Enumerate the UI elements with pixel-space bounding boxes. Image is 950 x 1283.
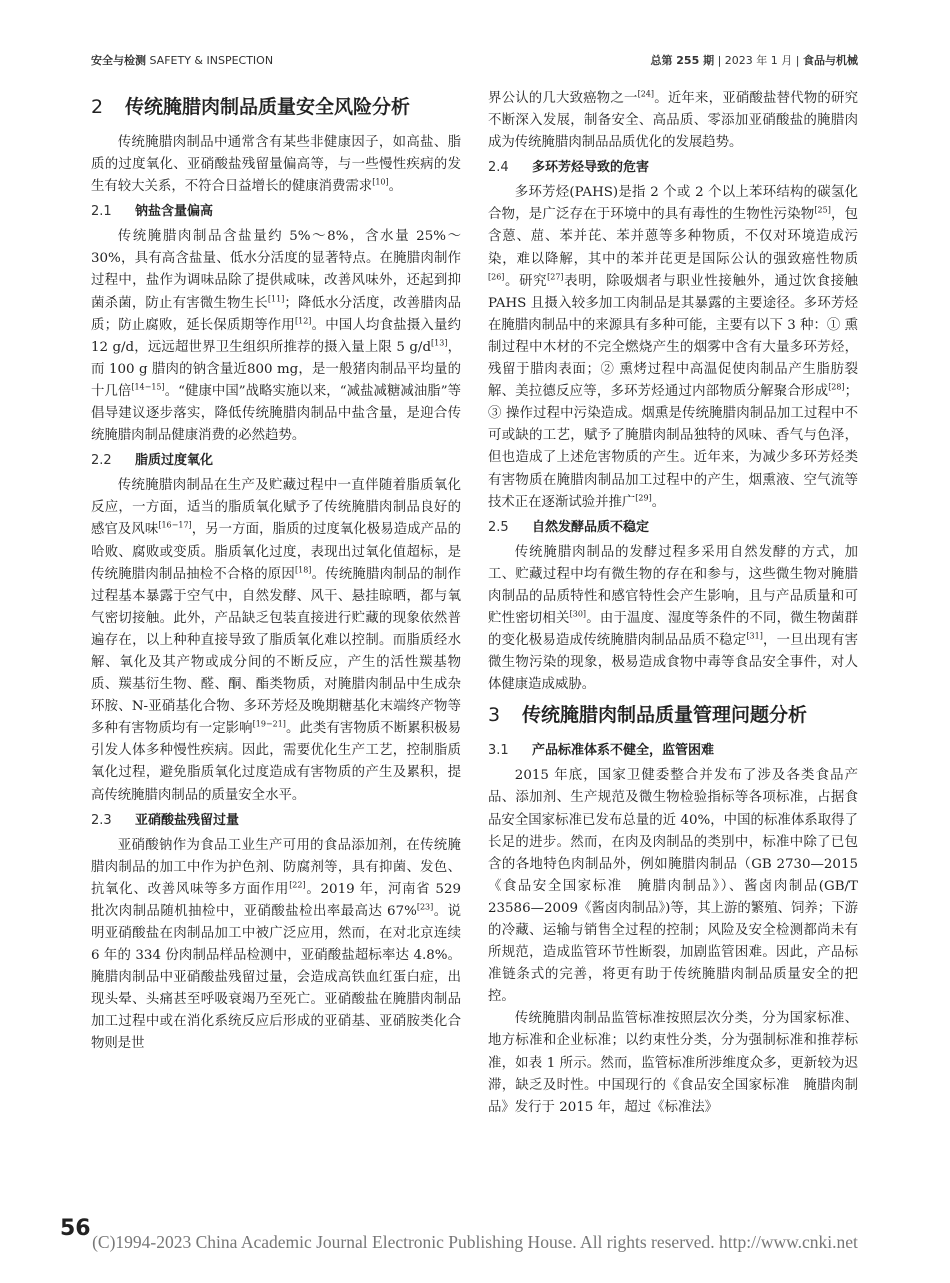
citation: [26]: [488, 272, 505, 282]
paragraph: [91, 835, 461, 1056]
text-run: 传统腌腊肉制品在生产及贮藏过程中一直伴随着脂质氧化反应，一方面，适当的脂质氧化赋予了传统腌腊肉制品良好的感官及风味: [91, 478, 461, 538]
text-run: 。: [651, 494, 666, 510]
text-run: 。说明亚硝酸盐在肉制品加工中被广泛应用，然而，在对北京连续 6 年的 334 份肉制品样品检测中，亚硝酸盐超标率达 4.8%。腌腊肉制品中亚硝酸盐残留过量，会造成高铁血红蛋白症，出现头晕、头痛甚至呼吸衰竭乃至死亡。亚硝酸盐在腌腊肉制品加工过程中或在消化系统反应后形成的亚硝基、亚硝胺类化合物则是世: [91, 903, 461, 1052]
header-issue: 总第 255 期: [650, 54, 715, 67]
subsection-title: 自然发酵品质不稳定: [532, 519, 650, 535]
left-column: [91, 88, 461, 1056]
text-run: 。近年来，亚硝酸盐替代物的研究不断深入发展，制备安全、高品质、零添加亚硝酸盐的腌腊肉成为传统腌腊肉制品品质优化的发展趋势。: [488, 91, 859, 151]
paragraph: [488, 1008, 858, 1118]
citation: [14−15]: [131, 382, 165, 392]
text-run: 亚硝酸钠作为食品工业生产可用的食品添加剂，在传统腌腊肉制品的加工中作为护色剂、防腐剂等，具有抑菌、发色、抗氧化、改善风味等多方面作用: [91, 837, 461, 897]
text-run: 传统腌腊肉制品含盐量约 5%～8%，含水量 25%～30%，具有高含盐量、低水分活度的显著特点。在腌腊肉制作过程中，盐作为调味品除了提供咸味，改善风味外，还起到抑菌杀菌，防止有害微生物生长: [91, 229, 461, 311]
copyright-watermark: (C)1994-2023 China Academic Journal Electronic Publishing House. All rights reserved. http://www.cnki.net: [92, 1232, 858, 1252]
citation: [29]: [635, 493, 652, 503]
text-run: 。传统腌腊肉制品的制作过程基本暴露于空气中，自然发酵、风干、悬挂晾晒，都与氧气密切接触。此外，产品缺乏包装直接进行贮藏的现象依然普遍存在，以上种种直接导致了脂质氧化难以控制。而脂质经水解、氧化及其产物或成分间的不断反应，产生的活性羰基物质、羰基衍生物、醛、酮、酯类物质，对腌腊肉制品中生成杂环胺、N-亚硝基化合物、多环芳烃及晚期糖基化末端终产物等多种有害物质均有一定影响: [91, 566, 462, 737]
running-header-left: [91, 52, 273, 68]
text-run: ；③ 操作过程中污染造成。烟熏是传统腌腊肉制品加工过程中不可或缺的工艺，赋予了腌腊肉制品独特的风味、香气与色泽，但也造成了上述危害物质的产生。近年来，为减少多环芳烃类有害物质在腌腊肉制品加工过程中的产生，烟熏液、空气流等技术正在逐渐试验并推广: [488, 384, 858, 510]
citation: [22]: [289, 880, 306, 890]
text-run: 传统腌腊肉制品监管标准按照层次分类，分为国家标准、地方标准和企业标准；以约束性分类，分为强制标准和推荐标准，如表 1 所示。然而，监管标准所涉维度众多，更新较为迟滞，缺乏及时性。中国现行的《食品安全国家标准 腌腊肉制品》发行于 2015 年，超过《标准法》: [488, 1011, 858, 1115]
citation: [24]: [637, 89, 655, 99]
paragraph: [488, 765, 858, 1008]
subsection-title: 脂质过度氧化: [135, 453, 214, 469]
header-journal: 食品与机械: [803, 54, 858, 67]
citation: [13]: [431, 338, 448, 348]
paragraph: [91, 226, 461, 447]
text-run: 。此类有害物质不断累积极易引发人体多种慢性疾病。因此，需要优化生产工艺，控制脂质氧化过程，避免脂质氧化过度造成有害物质的产生及累积，提高传统腌腊肉制品的质量安全水平。: [91, 721, 461, 803]
subsection-number: 2.5: [488, 519, 509, 535]
paragraph: [488, 182, 858, 513]
subsection-3-1-heading: [488, 740, 858, 762]
subsection-2-4-heading: [488, 157, 858, 179]
section-title: 传统腌腊肉制品质量管理问题分析: [522, 704, 808, 727]
citation: [18]: [295, 565, 312, 575]
paragraph: [91, 475, 461, 806]
running-header-right: [650, 52, 858, 68]
header-separator: |: [795, 54, 800, 67]
text-run: 界公认的几大致癌物之一: [488, 91, 638, 106]
subsection-2-3-heading: [91, 810, 461, 832]
citation: [25]: [814, 205, 831, 215]
text-run: 。: [388, 179, 403, 195]
subsection-2-5-heading: [488, 517, 858, 539]
right-column: [488, 88, 858, 1119]
subsection-number: 2.2: [91, 453, 112, 469]
subsection-number: 2.1: [91, 204, 112, 220]
text-run: ，包含蒽、䓛、苯并芘、苯并蒽等多种物质，不仅对环境造成污染，难以降解，其中的苯并芘更是国际公认的强致癌性物质: [488, 207, 859, 267]
subsection-title: 亚硝酸盐残留过量: [135, 812, 240, 828]
subsection-number: 2.4: [488, 160, 509, 176]
text-run: 传统腌腊肉制品中通常含有某些非健康因子，如高盐、脂质的过度氧化、亚硝酸盐残留量偏高等，与一些慢性疾病的发生有较大关系，不符合日益增长的健康消费需求: [91, 135, 461, 195]
section-title: 传统腌腊肉制品质量安全风险分析: [125, 96, 411, 118]
text-run: 表明，除吸烟者与职业性接触外，通过饮食接触 PAHS 且摄入较多加工肉制品是其暴露的主要途径。多环芳烃在腌腊肉制品中的来源具有多种可能，主要有以下 3 种：① 熏制过程中木材的不完全燃烧产生的烟雾中含有大量多环芳烃，残留于腊肉表面；② 熏烤过程中高温促使肉制品产生脂肪裂解、美拉德反应等，多环芳烃通过内部物质分解聚合形成: [488, 273, 859, 400]
subsection-title: 多环芳烃导致的危害: [532, 160, 650, 176]
section-number: 3: [488, 704, 501, 727]
text-run: ，另一方面，脂质的过度氧化极易造成产品的哈败、腐败或变质。脂质氧化过度，表现出过氧化值超标，是传统腌腊肉制品抽检不合格的原因: [91, 522, 462, 582]
subsection-number: 3.1: [488, 743, 509, 759]
text-run: 。研究: [504, 273, 548, 289]
section-3-heading: [488, 702, 858, 728]
text-run: ，而 100 g 腊肉的钠含量近800 mg，是一般猪肉制品平均量的十几倍: [91, 339, 461, 399]
citation: [19−21]: [252, 719, 286, 729]
subsection-title: 钠盐含量偏高: [135, 204, 214, 220]
citation: [12]: [295, 316, 312, 326]
citation: [28]: [828, 382, 845, 392]
page-number: 56: [60, 1216, 91, 1241]
citation: [27]: [547, 272, 564, 282]
paragraph-continued: [488, 88, 858, 154]
citation: [11]: [267, 294, 285, 304]
text-run: 。中国人均食盐摄入量约 12 g/d，远远超世界卫生组织所推荐的摄入量上限 5 g/d: [91, 317, 462, 355]
text-run: 多环芳烃(PAHS)是指 2 个或 2 个以上苯环结构的碳氢化合物，是广泛存在于环境中的具有毒性的生物性污染物: [488, 185, 858, 223]
text-run: 。2019 年，河南省 529 批次肉制品随机抽检中，亚硝酸盐检出率最高达 67%: [91, 881, 461, 919]
paragraph: [488, 542, 858, 697]
subsection-number: 2.3: [91, 812, 112, 828]
text-run: ，一旦出现有害微生物污染的现象，极易造成食物中毒等食品安全事件，对人体健康造成威胁。: [488, 633, 859, 693]
citation: [30]: [569, 609, 587, 619]
header-section-label: 安全与检测: [91, 54, 146, 67]
section-2-heading: [91, 94, 461, 120]
subsection-title: 产品标准体系不健全，监管困难: [532, 743, 715, 759]
text-run: 。“健康中国”战略实施以来，“减盐减糖减油脂”等倡导建议逐步落实，降低传统腌腊肉制品中盐含量，是迎合传统腌腊肉制品健康消费的必然趋势。: [91, 383, 462, 444]
subsection-2-2-heading: [91, 450, 461, 472]
header-separator: |: [717, 54, 722, 67]
citation: [10]: [372, 177, 389, 187]
text-run: ；降低水分活度，改善腊肉品质；防止腐败，延长保质期等作用: [91, 295, 462, 333]
text-run: 。由于温度、湿度等条件的不同，微生物菌群的变化极易造成传统腌腊肉制品品质不稳定: [488, 610, 859, 649]
citation: [31]: [746, 631, 763, 641]
header-date: 2023 年 1 月: [724, 54, 793, 67]
text-run: 2015 年底，国家卫健委整合并发布了涉及各类食品产品、添加剂、生产规范及微生物检验指标等各项标准，占据食品安全国家标准已发布总量的近 40%，中国的标准体系取得了长足的进步。然而，在肉及肉制品的类别中，标准中除了已包含的各地特色肉制品外，例如腌腊肉制品（GB 2730—2015《食品安全国家标准 腌腊肉制品》）、酱卤肉制品(GB/T 23586—2009《酱卤肉制品》)等，其上游的繁殖、饲养；下游的冷藏、运输与销售全过程的控制；风险及安全检测都尚未有所规范，造成监管环节性断裂，加剧监管困难。因此，产品标准链条式的完善，将更有助于传统腌腊肉制品质量安全的把控。: [488, 768, 858, 1005]
citation: [16−17]: [158, 520, 192, 530]
section-number: 2: [91, 96, 104, 118]
paragraph: [91, 132, 461, 198]
text-run: 传统腌腊肉制品的发酵过程多采用自然发酵的方式，加工、贮藏过程中均有微生物的存在和参与，这些微生物对腌腊肉制品的品质特性和感官特性会产生影响，且与产品质量和可贮性密切相关: [488, 544, 858, 626]
citation: [23]: [416, 902, 434, 912]
header-section-english: SAFETY & INSPECTION: [149, 54, 274, 67]
subsection-2-1-heading: [91, 201, 461, 223]
